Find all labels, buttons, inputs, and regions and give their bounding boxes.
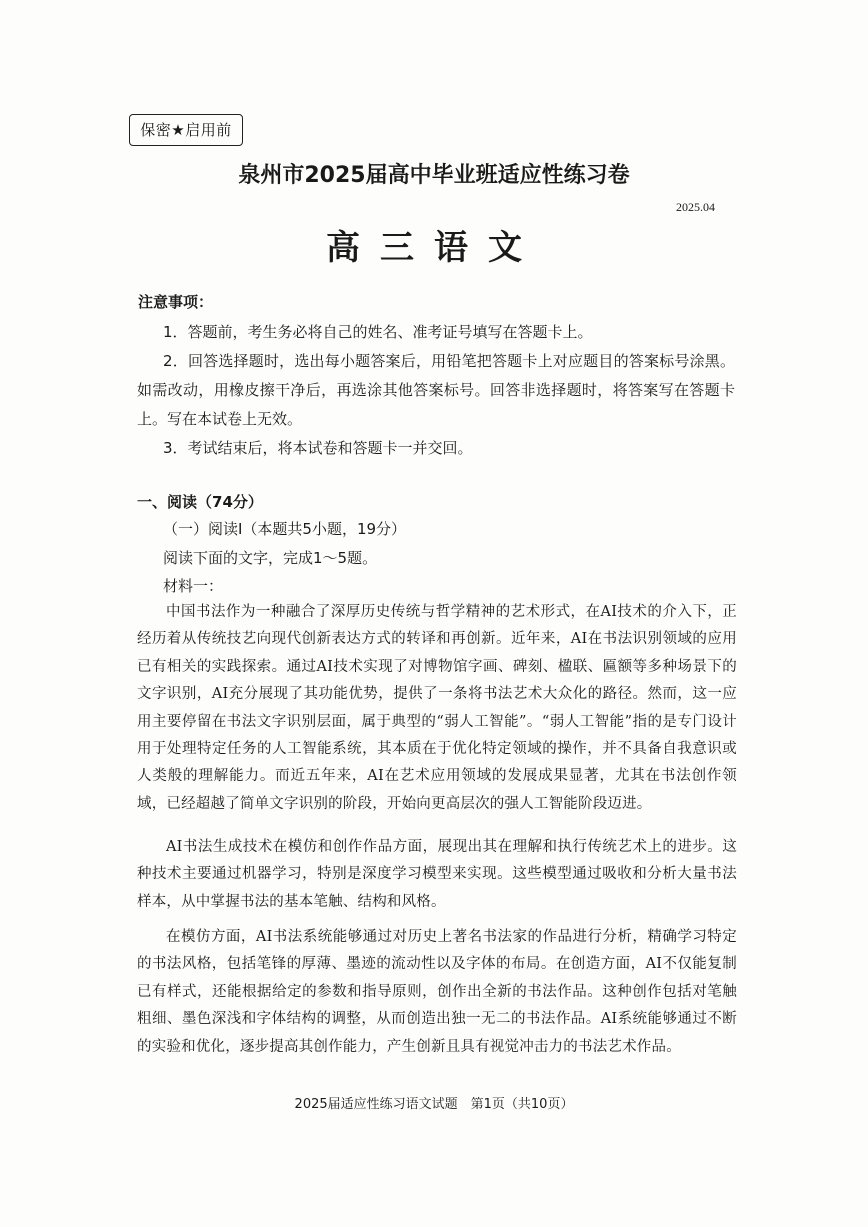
page-footer: 2025届适应性练习语文试题 第1页（共10页） xyxy=(294,1097,574,1112)
reading-instruction: 阅读下面的文字，完成1～5题。 xyxy=(163,549,378,567)
paragraph-3: 在模仿方面，AI书法系统能够通过对历史上著名书法家的作品进行分析，精确学习特定的书法风格，包括笔锋的厚薄、墨迹的流动性以及字体的布局。在创造方面，AI不仅能复制已有样式，还能根据给定的参数和指导原则，创作出全新的书法作品。这种创作包括对笔触粗细、墨色深浅和字体结构的调整，从而创造出独一无二的书法作品。AI系统能够通过不断的实验和优化，逐步提高其创作能力，产生创新且具有视觉冲击力的书法艺术作品。 xyxy=(137,929,737,1055)
exam-date: 2025.04 xyxy=(676,200,715,214)
exam-title: 泉州市2025届高中毕业班适应性练习卷 xyxy=(238,163,630,188)
note-item-2: 2．回答选择题时，选出每小题答案后，用铅笔把答题卡上对应题目的答案标号涂黑。如需改动，用橡皮擦干净后，再选涂其他答案标号。回答非选择题时，将答案写在答题卡上。写在本试卷上无效。 xyxy=(137,352,735,428)
sub-section-heading: （一）阅读Ⅰ（本题共5小题，19分） xyxy=(163,520,407,538)
subject-title: 高三语文 xyxy=(326,228,542,268)
notes-title: 注意事项： xyxy=(138,293,214,311)
note-item-3: 3．考试结束后，将本试卷和答题卡一并交回。 xyxy=(163,439,473,457)
section-heading: 一、阅读（74分） xyxy=(137,493,263,511)
paragraph-1: 中国书法作为一种融合了深厚历史传统与哲学精神的艺术形式，在AI技术的介入下，正经历着从传统技艺向现代创新表达方式的转译和再创新。近年来，AI在书法识别领域的应用已有相关的实践探索。通过AI技术实现了对博物馆字画、碑刻、楹联、匾额等多种场景下的文字识别，AI充分展现了其功能优势，提供了一条将书法艺术大众化的路径。然而，这一应用主要停留在书法文字识别层面，属于典型的“弱人工智能”。“弱人工智能”指的是专门设计用于处理特定任务的人工智能系统，其本质在于优化特定领域的操作，并不具备自我意识或人类般的理解能力。而近五年来，AI在艺术应用领域的发展成果显著，尤其在书法创作领域，已经超越了简单文字识别的阶段，开始向更高层次的强人工智能阶段迈进。 xyxy=(137,604,737,812)
material-label: 材料一： xyxy=(163,577,224,595)
note-item-1: 1．答题前，考生务必将自己的姓名、准考证号填写在答题卡上。 xyxy=(163,323,593,341)
confidential-stamp: 保密★启用前 xyxy=(129,114,243,146)
paragraph-2: AI书法生成技术在模仿和创作作品方面，展现出其在理解和执行传统艺术上的进步。这种技术主要通过机器学习，特别是深度学习模型来实现。这些模型通过吸收和分析大量书法样本，从中掌握书法的基本笔触、结构和风格。 xyxy=(137,839,737,910)
